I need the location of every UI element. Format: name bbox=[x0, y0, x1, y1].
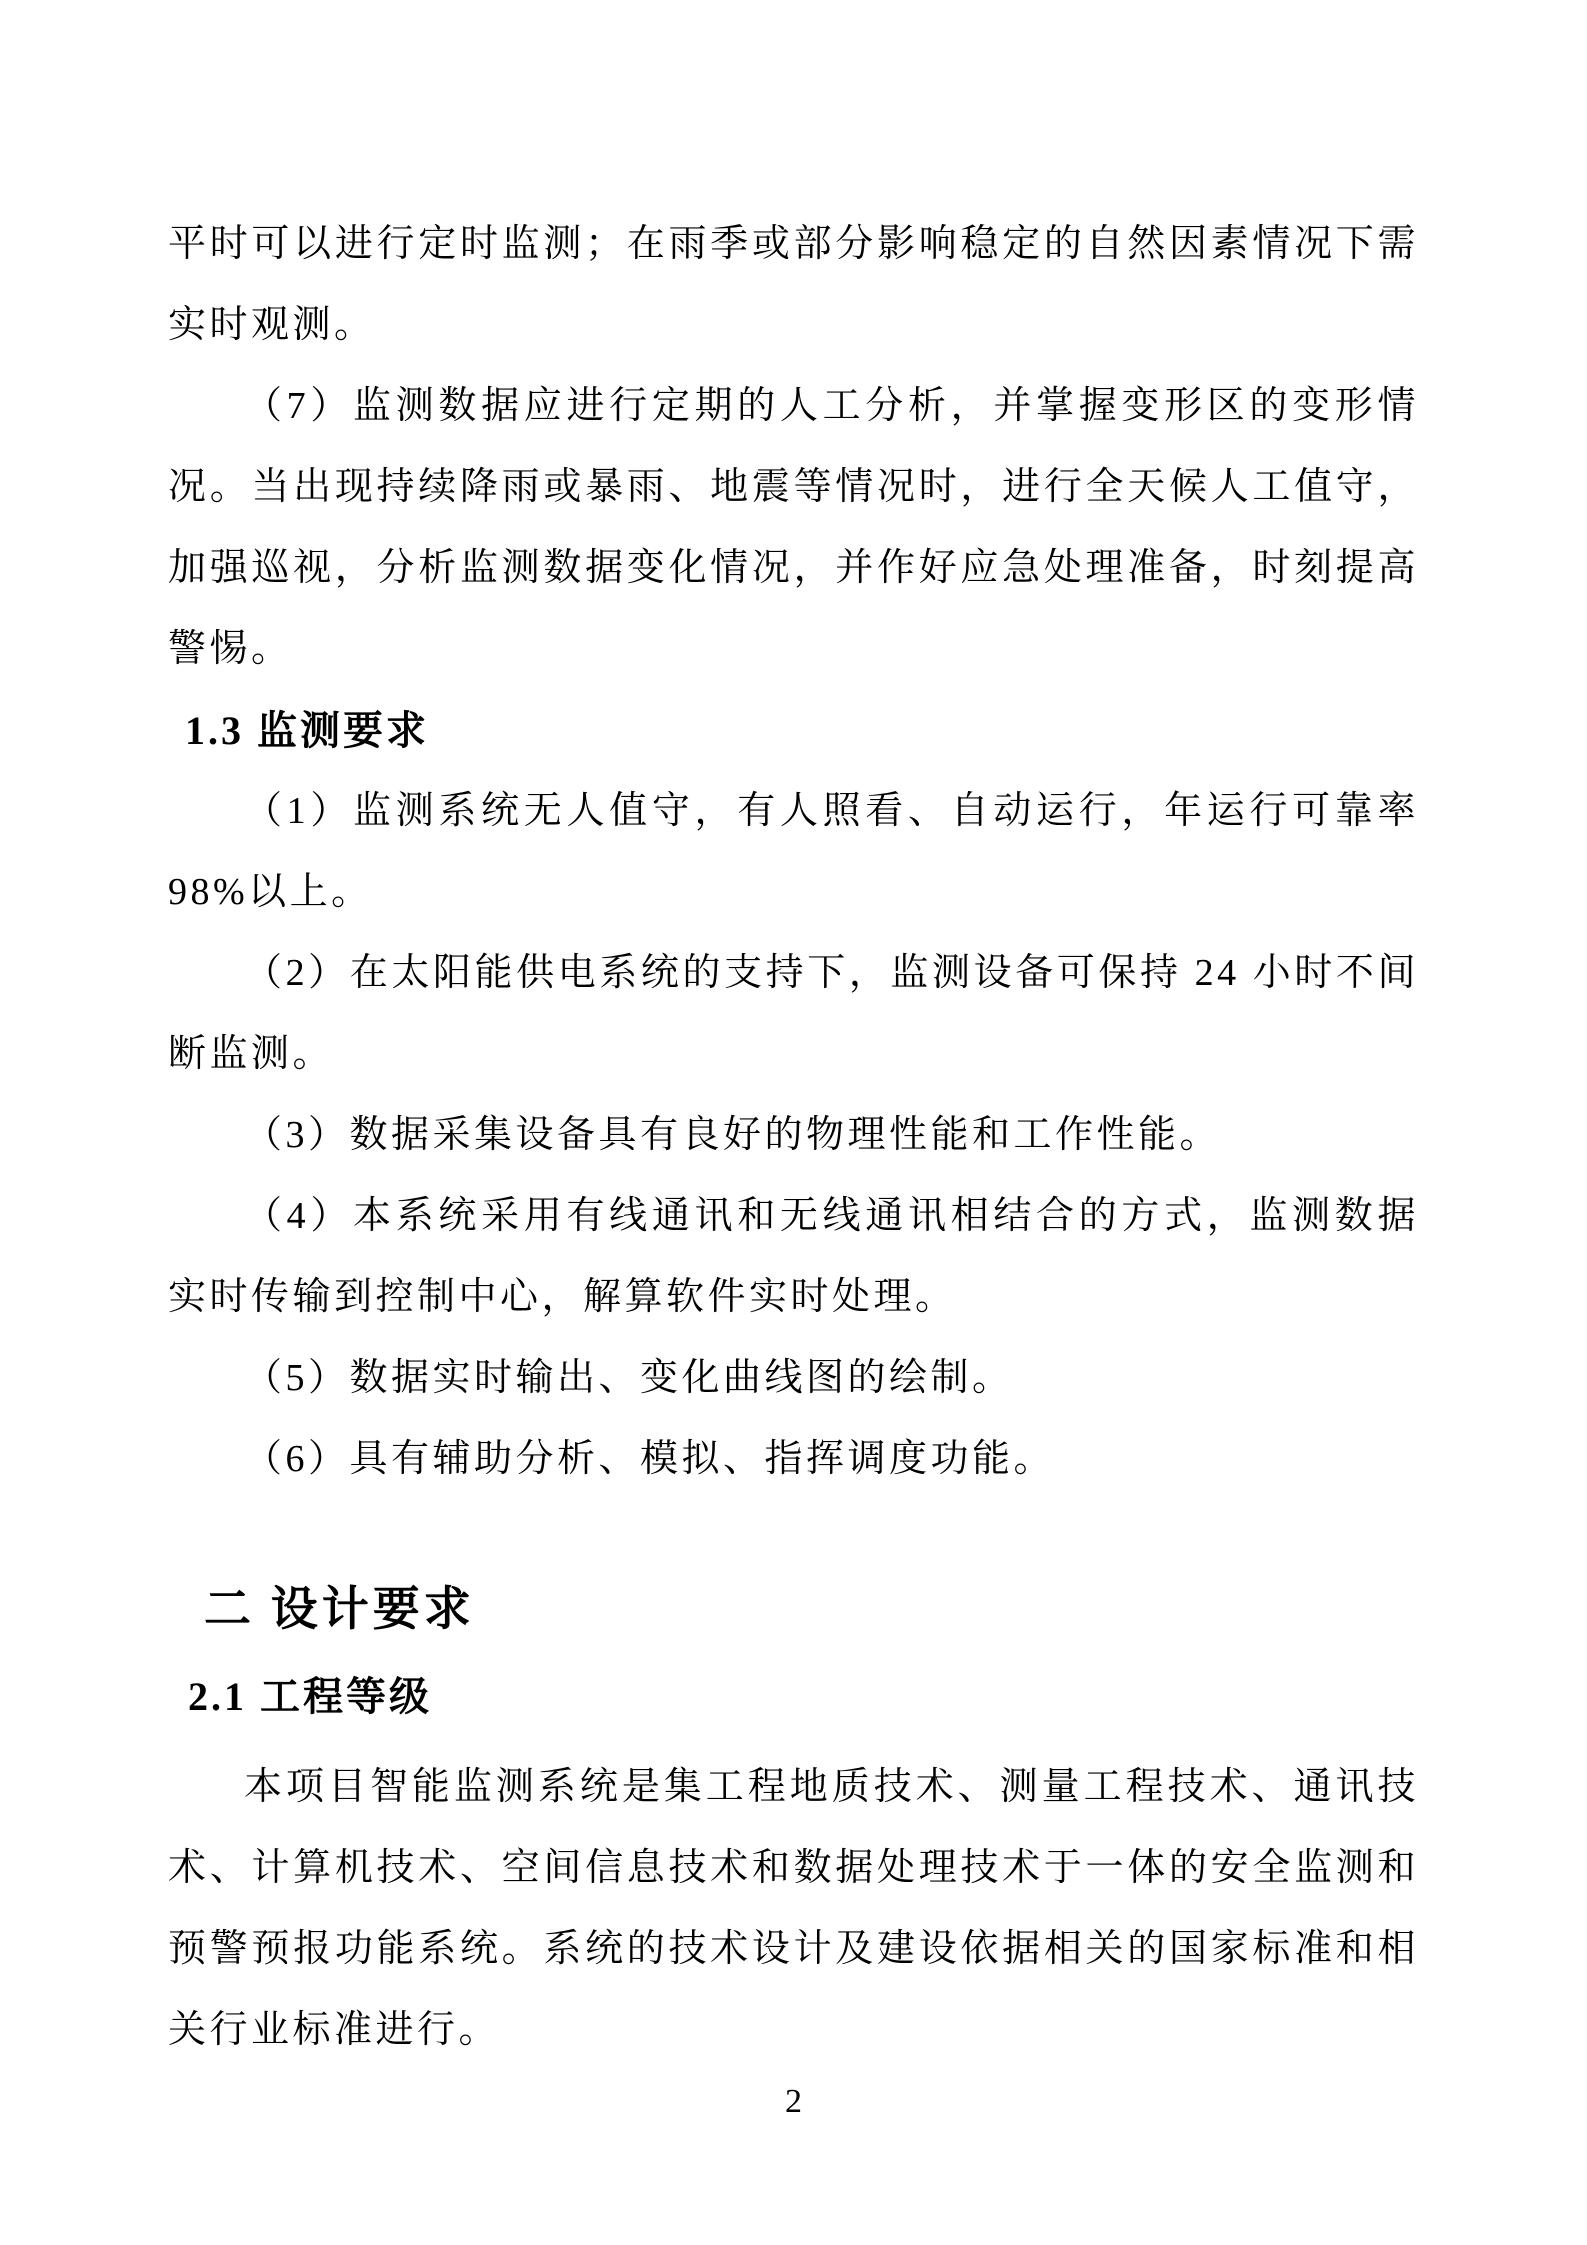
body-paragraph-item-3: （3）数据采集设备具有良好的物理性能和工作性能。 bbox=[244, 1114, 1222, 1156]
section-heading-2-1: 2.1 工程等级 bbox=[188, 1674, 432, 1719]
body-paragraph-item-7: （7）监测数据应进行定期的人工分析，并掌握变形区的变形情况。当出现持续降雨或暴雨、地震等情况时，进行全天候人工值守，加强巡视，分析监测数据变化情况，并作好应急处理准备，时刻提高警惕。 bbox=[168, 385, 1419, 670]
body-paragraph-item-5: （5）数据实时输出、变化曲线图的绘制。 bbox=[244, 1357, 1014, 1399]
body-paragraph-continuation: 平时可以进行定时监测；在雨季或部分影响稳定的自然因素情况下需实时观测。 bbox=[168, 223, 1419, 346]
page-number: 2 bbox=[785, 2083, 802, 2120]
body-paragraph-project-overview: 本项目智能监测系统是集工程地质技术、测量工程技术、通讯技术、计算机技术、空间信息技术和数据处理技术于一体的安全监测和预警预报功能系统。系统的技术设计及建设依据相关的国家标准和相关行业标准进行。 bbox=[168, 1766, 1419, 2051]
chapter-heading-2: 二 设计要求 bbox=[204, 1584, 475, 1636]
document-body bbox=[168, 204, 1419, 2071]
body-paragraph-item-1: （1）监测系统无人值守，有人照看、自动运行，年运行可靠率98%以上。 bbox=[168, 790, 1419, 913]
body-paragraph-item-4: （4）本系统采用有线通讯和无线通讯相结合的方式，监测数据实时传输到控制中心，解算软件实时处理。 bbox=[168, 1195, 1419, 1318]
body-paragraph-item-6: （6）具有辅助分析、模拟、指挥调度功能。 bbox=[244, 1438, 1056, 1480]
body-paragraph-item-2: （2）在太阳能供电系统的支持下，监测设备可保持 24 小时不间断监测。 bbox=[168, 952, 1419, 1075]
section-heading-1-3: 1.3 监测要求 bbox=[185, 708, 429, 753]
